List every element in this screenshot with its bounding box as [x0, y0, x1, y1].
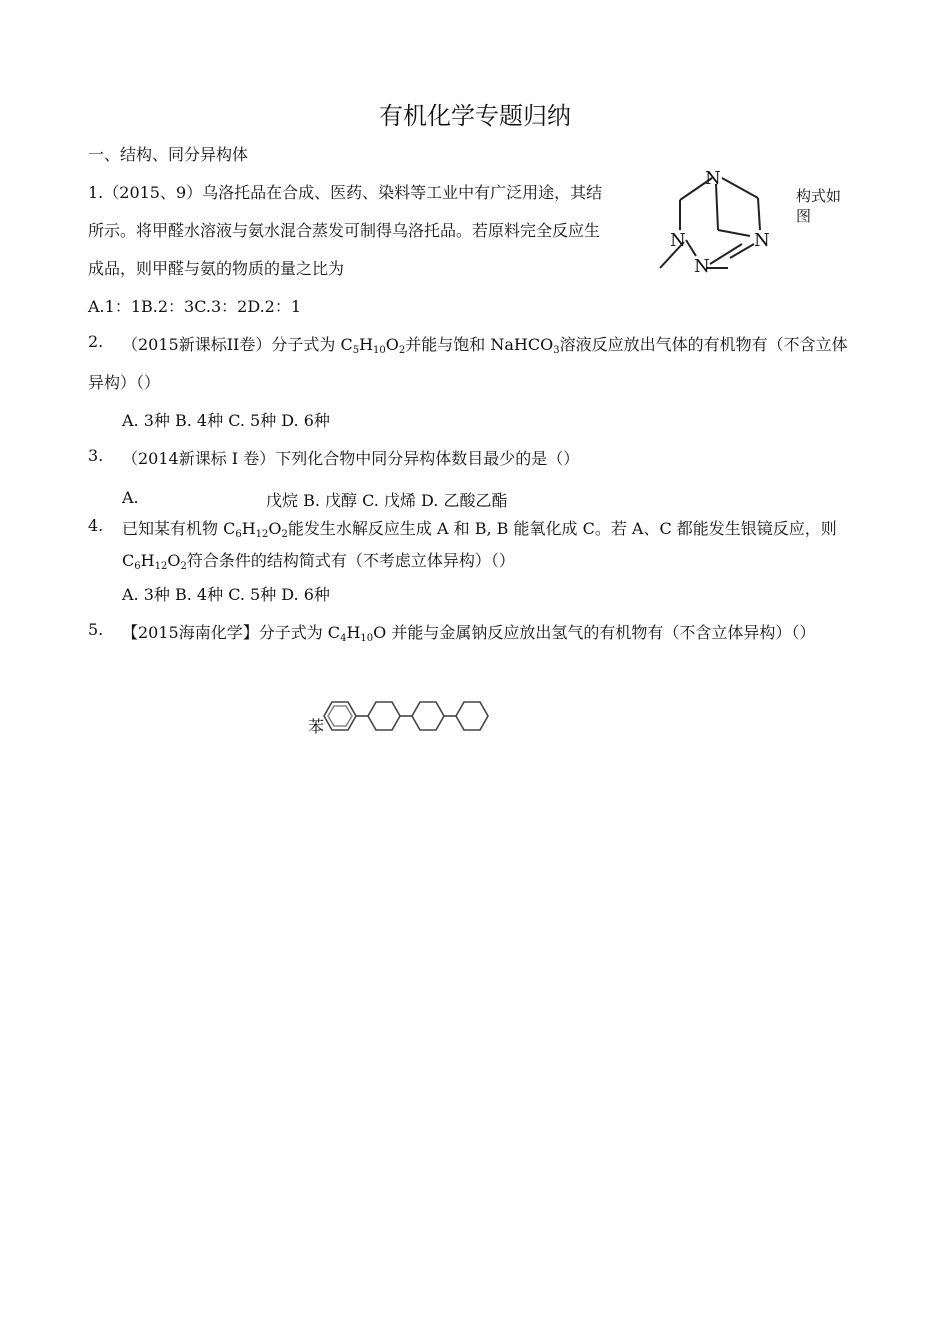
q2-options: A. 3种 B. 4种 C. 5种 D. 6种 — [122, 411, 330, 430]
q2-line2: 异构）（） — [88, 373, 161, 392]
q4-number: 4. — [88, 516, 104, 535]
q5-number: 5. — [88, 620, 104, 639]
q4-line2: $C_6H_{12}O_2$符合条件的结构简式有（不考虑立体异构）（） — [122, 551, 515, 572]
q3-option-a: A. — [122, 488, 139, 507]
page-title: 有机化学专题归纳 — [379, 102, 571, 130]
q3-number: 3. — [88, 446, 104, 465]
benzene-chain-image — [318, 690, 498, 740]
q1-line3: 成品，则甲醛与氨的物质的量之比为 — [88, 259, 345, 278]
section-heading: 一、结构、同分异构体 — [88, 145, 249, 164]
q1-line1: 1.（2015、9）乌洛托品在合成、医药、染料等工业中有广泛用途，其结 — [88, 183, 603, 202]
structure-n-left: N — [670, 230, 686, 251]
structure-n-right: N — [754, 230, 770, 251]
q3-options: 戊烷 B. 戊醇 C. 戊烯 D. 乙酸乙酯 — [266, 491, 508, 510]
q2-number: 2. — [88, 332, 104, 351]
q1-line2: 所示。将甲醛水溶液与氨水混合蒸发可制得乌洛托品。若原料完全反应生 — [88, 221, 601, 240]
fragment-label: 苯 — [308, 717, 325, 736]
q2-line1: （2015新课标II卷）分子式为 $C_5H_{10}O_2$并能与饱和 NaHCO$_3$溶液反应放出气体的有机物有（不含立体 — [122, 335, 848, 356]
q4-line1: 已知某有机物 $C_6H_{12}O_2$能发生水解反应生成 A 和 B, B 能氧化成 C。若 A、C 都能发生银镜反应，则 — [122, 519, 837, 540]
structure-n-top: N — [705, 168, 721, 189]
q4-options: A. 3种 B. 4种 C. 5种 D. 6种 — [122, 585, 330, 604]
q5-line1: 【2015海南化学】分子式为 $C_4H_{10}O$ 并能与金属钠反应放出氢气的有机物有（不含立体异构）（） — [122, 623, 816, 644]
q3-line1: （2014新课标 I 卷）下列化合物中同分异构体数目最少的是（） — [122, 449, 580, 468]
q1-side-label: 构式如图 — [796, 187, 842, 225]
q1-options: A.1：1B.2：3C.3：2D.2：1 — [88, 297, 302, 316]
urotropine-structure — [650, 160, 790, 280]
structure-n-bottom: N — [694, 256, 710, 277]
